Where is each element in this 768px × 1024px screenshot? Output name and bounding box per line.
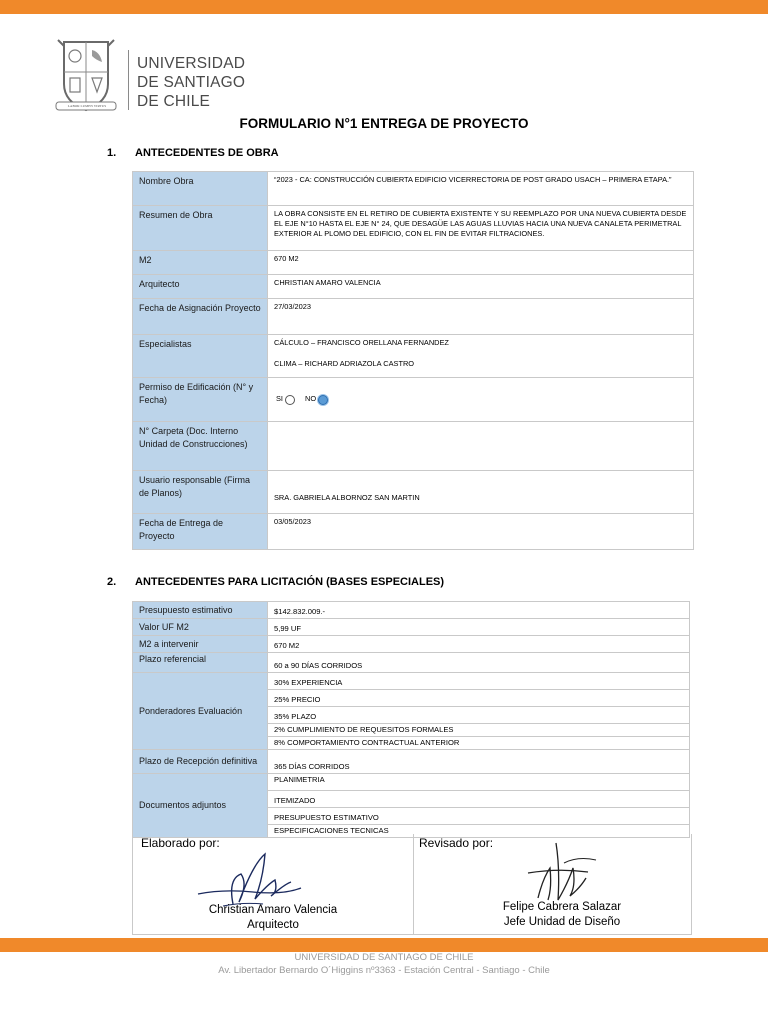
reviewed-by-name-block bbox=[462, 900, 662, 930]
row-value: $142.832.009.- bbox=[268, 602, 690, 619]
prepared-by-name-block bbox=[173, 903, 373, 933]
row-value: 27/03/2023 bbox=[268, 299, 694, 335]
section-2-heading bbox=[107, 576, 444, 588]
row-value: 03/05/2023 bbox=[268, 514, 694, 550]
document-item: PLANIMETRIA bbox=[268, 774, 690, 791]
row-value: 670 M2 bbox=[268, 636, 690, 653]
row-label: N° Carpeta (Doc. Interno Unidad de Construcciones) bbox=[133, 422, 268, 471]
logo-separator bbox=[128, 50, 129, 110]
weighting-item: 25% PRECIO bbox=[268, 690, 690, 707]
table-row bbox=[133, 172, 694, 206]
row-label: Resumen de Obra bbox=[133, 206, 268, 251]
document-item: PRESUPUESTO ESTIMATIVO bbox=[268, 808, 690, 825]
weighting-item: 30% EXPERIENCIA bbox=[268, 673, 690, 690]
university-name-line-2: DE SANTIAGO bbox=[137, 74, 246, 91]
table-row bbox=[133, 471, 694, 514]
crest-motto: LABOR LUMEN VIRTUS bbox=[67, 104, 107, 108]
specialist-1: CÁLCULO – FRANCISCO ORELLANA FERNANDEZ bbox=[274, 338, 449, 347]
row-label: M2 bbox=[133, 251, 268, 275]
footer-university: UNIVERSIDAD DE SANTIAGO DE CHILE bbox=[294, 952, 474, 963]
row-value: 5,99 UF bbox=[268, 619, 690, 636]
section-1-number: 1. bbox=[107, 147, 117, 159]
document-item: ITEMIZADO bbox=[268, 791, 690, 808]
table-row bbox=[133, 422, 694, 471]
tender-info-table bbox=[132, 601, 690, 838]
table-row bbox=[133, 673, 690, 690]
university-name-line-1: UNIVERSIDAD bbox=[137, 55, 246, 72]
table-row bbox=[133, 335, 694, 378]
row-label: Plazo de Recepción definitiva bbox=[133, 750, 268, 774]
reviewed-by-role: Jefe Unidad de Diseño bbox=[503, 916, 621, 928]
row-value: LA OBRA CONSISTE EN EL RETIRO DE CUBIERTA EXISTENTE Y SU REEMPLAZO POR UNA NUEVA CUBIERTA DESDE EL EJE N°10 HASTA EL EJE N° 24, QUE DESAGÜE LAS AGUAS LLUVIAS HACIA UNA NUEVA CANALETA PERIMETRAL EXTERIOR AL PLOMO DEL EDIFICIO, CON EL FIN DE EVITAR FILTRACIONES. bbox=[268, 206, 694, 251]
row-label: Presupuesto estimativo bbox=[133, 602, 268, 619]
reviewed-by-name: Felipe Cabrera Salazar bbox=[502, 901, 622, 913]
university-name bbox=[137, 54, 245, 111]
weighting-item: 8% COMPORTAMIENTO CONTRACTUAL ANTERIOR bbox=[268, 737, 690, 750]
permit-no-radio[interactable] bbox=[318, 395, 328, 405]
university-name-line-3: DE CHILE bbox=[137, 93, 211, 110]
row-value: “2023 - CA: CONSTRUCCIÓN CUBIERTA EDIFICIO VICERRECTORIA DE POST GRADO USACH – PRIMERA ETAPA.” bbox=[268, 172, 694, 206]
top-accent-bar bbox=[0, 0, 768, 14]
signature-divider bbox=[413, 834, 415, 934]
reviewed-by-label: Revisado por: bbox=[419, 836, 494, 850]
document-title: FORMULARIO N°1 ENTREGA DE PROYECTO bbox=[239, 116, 529, 131]
university-logo bbox=[50, 32, 246, 117]
section-2-title: ANTECEDENTES PARA LICITACIÓN (BASES ESPECIALES) bbox=[135, 576, 445, 588]
section-2-number: 2. bbox=[107, 576, 117, 588]
row-label: Nombre Obra bbox=[133, 172, 268, 206]
row-label: Documentos adjuntos bbox=[133, 774, 268, 838]
row-label: M2 a intervenir bbox=[133, 636, 268, 653]
prepared-by-role: Arquitecto bbox=[247, 919, 299, 931]
signature-box bbox=[132, 834, 692, 935]
table-row bbox=[133, 206, 694, 251]
permit-yes-label: SI bbox=[276, 394, 283, 404]
weighting-item: 2% CUMPLIMIENTO DE REQUESITOS FORMALES bbox=[268, 724, 690, 737]
row-label: Plazo referencial bbox=[133, 653, 268, 673]
table-row bbox=[133, 299, 694, 335]
row-value: 365 DÍAS CORRIDOS bbox=[268, 750, 690, 774]
permit-no-label: NO bbox=[305, 394, 317, 404]
row-value: 670 M2 bbox=[268, 251, 694, 275]
permit-yes-radio[interactable] bbox=[285, 395, 295, 405]
row-label: Valor UF M2 bbox=[133, 619, 268, 636]
prepared-by-label: Elaborado por: bbox=[141, 836, 220, 850]
footer-address: Av. Libertador Bernardo O´Higgins nº3363 - Estación Central - Santiago - Chile bbox=[218, 965, 550, 976]
table-row bbox=[133, 251, 694, 275]
reviewed-by-signature bbox=[518, 838, 608, 908]
row-label: Fecha de Asignación Proyecto bbox=[133, 299, 268, 335]
table-row bbox=[133, 636, 690, 653]
table-row bbox=[133, 653, 690, 673]
row-label: Usuario responsable (Firma de Planos) bbox=[133, 471, 268, 514]
row-value: SRA. GABRIELA ALBORNOZ SAN MARTIN bbox=[268, 471, 694, 514]
permit-options bbox=[268, 378, 694, 422]
table-row bbox=[133, 275, 694, 299]
table-row bbox=[133, 619, 690, 636]
row-value: 60 a 90 DÍAS CORRIDOS bbox=[268, 653, 690, 673]
specialist-2: CLIMA – RICHARD ADRIAZOLA CASTRO bbox=[274, 359, 415, 368]
table-row bbox=[133, 378, 694, 422]
table-row bbox=[133, 750, 690, 774]
row-label: Permiso de Edificación (N° y Fecha) bbox=[133, 378, 268, 422]
prepared-by-name: Christian Amaro Valencia bbox=[208, 904, 338, 916]
table-row bbox=[133, 514, 694, 550]
row-value bbox=[268, 422, 694, 471]
document-item: ESPECIFICACIONES TECNICAS bbox=[268, 825, 690, 838]
table-row bbox=[133, 774, 690, 791]
row-value: CHRISTIAN AMARO VALENCIA bbox=[268, 275, 694, 299]
row-label: Ponderadores Evaluación bbox=[133, 673, 268, 750]
section-1-heading bbox=[107, 147, 279, 159]
section-1-title: ANTECEDENTES DE OBRA bbox=[135, 147, 279, 159]
bottom-accent-bar bbox=[0, 938, 768, 952]
row-label: Fecha de Entrega de Proyecto bbox=[133, 514, 268, 550]
row-value bbox=[268, 335, 694, 378]
project-info-table bbox=[132, 171, 694, 550]
row-label: Especialistas bbox=[133, 335, 268, 378]
row-label: Arquitecto bbox=[133, 275, 268, 299]
table-row bbox=[133, 602, 690, 619]
weighting-item: 35% PLAZO bbox=[268, 707, 690, 724]
